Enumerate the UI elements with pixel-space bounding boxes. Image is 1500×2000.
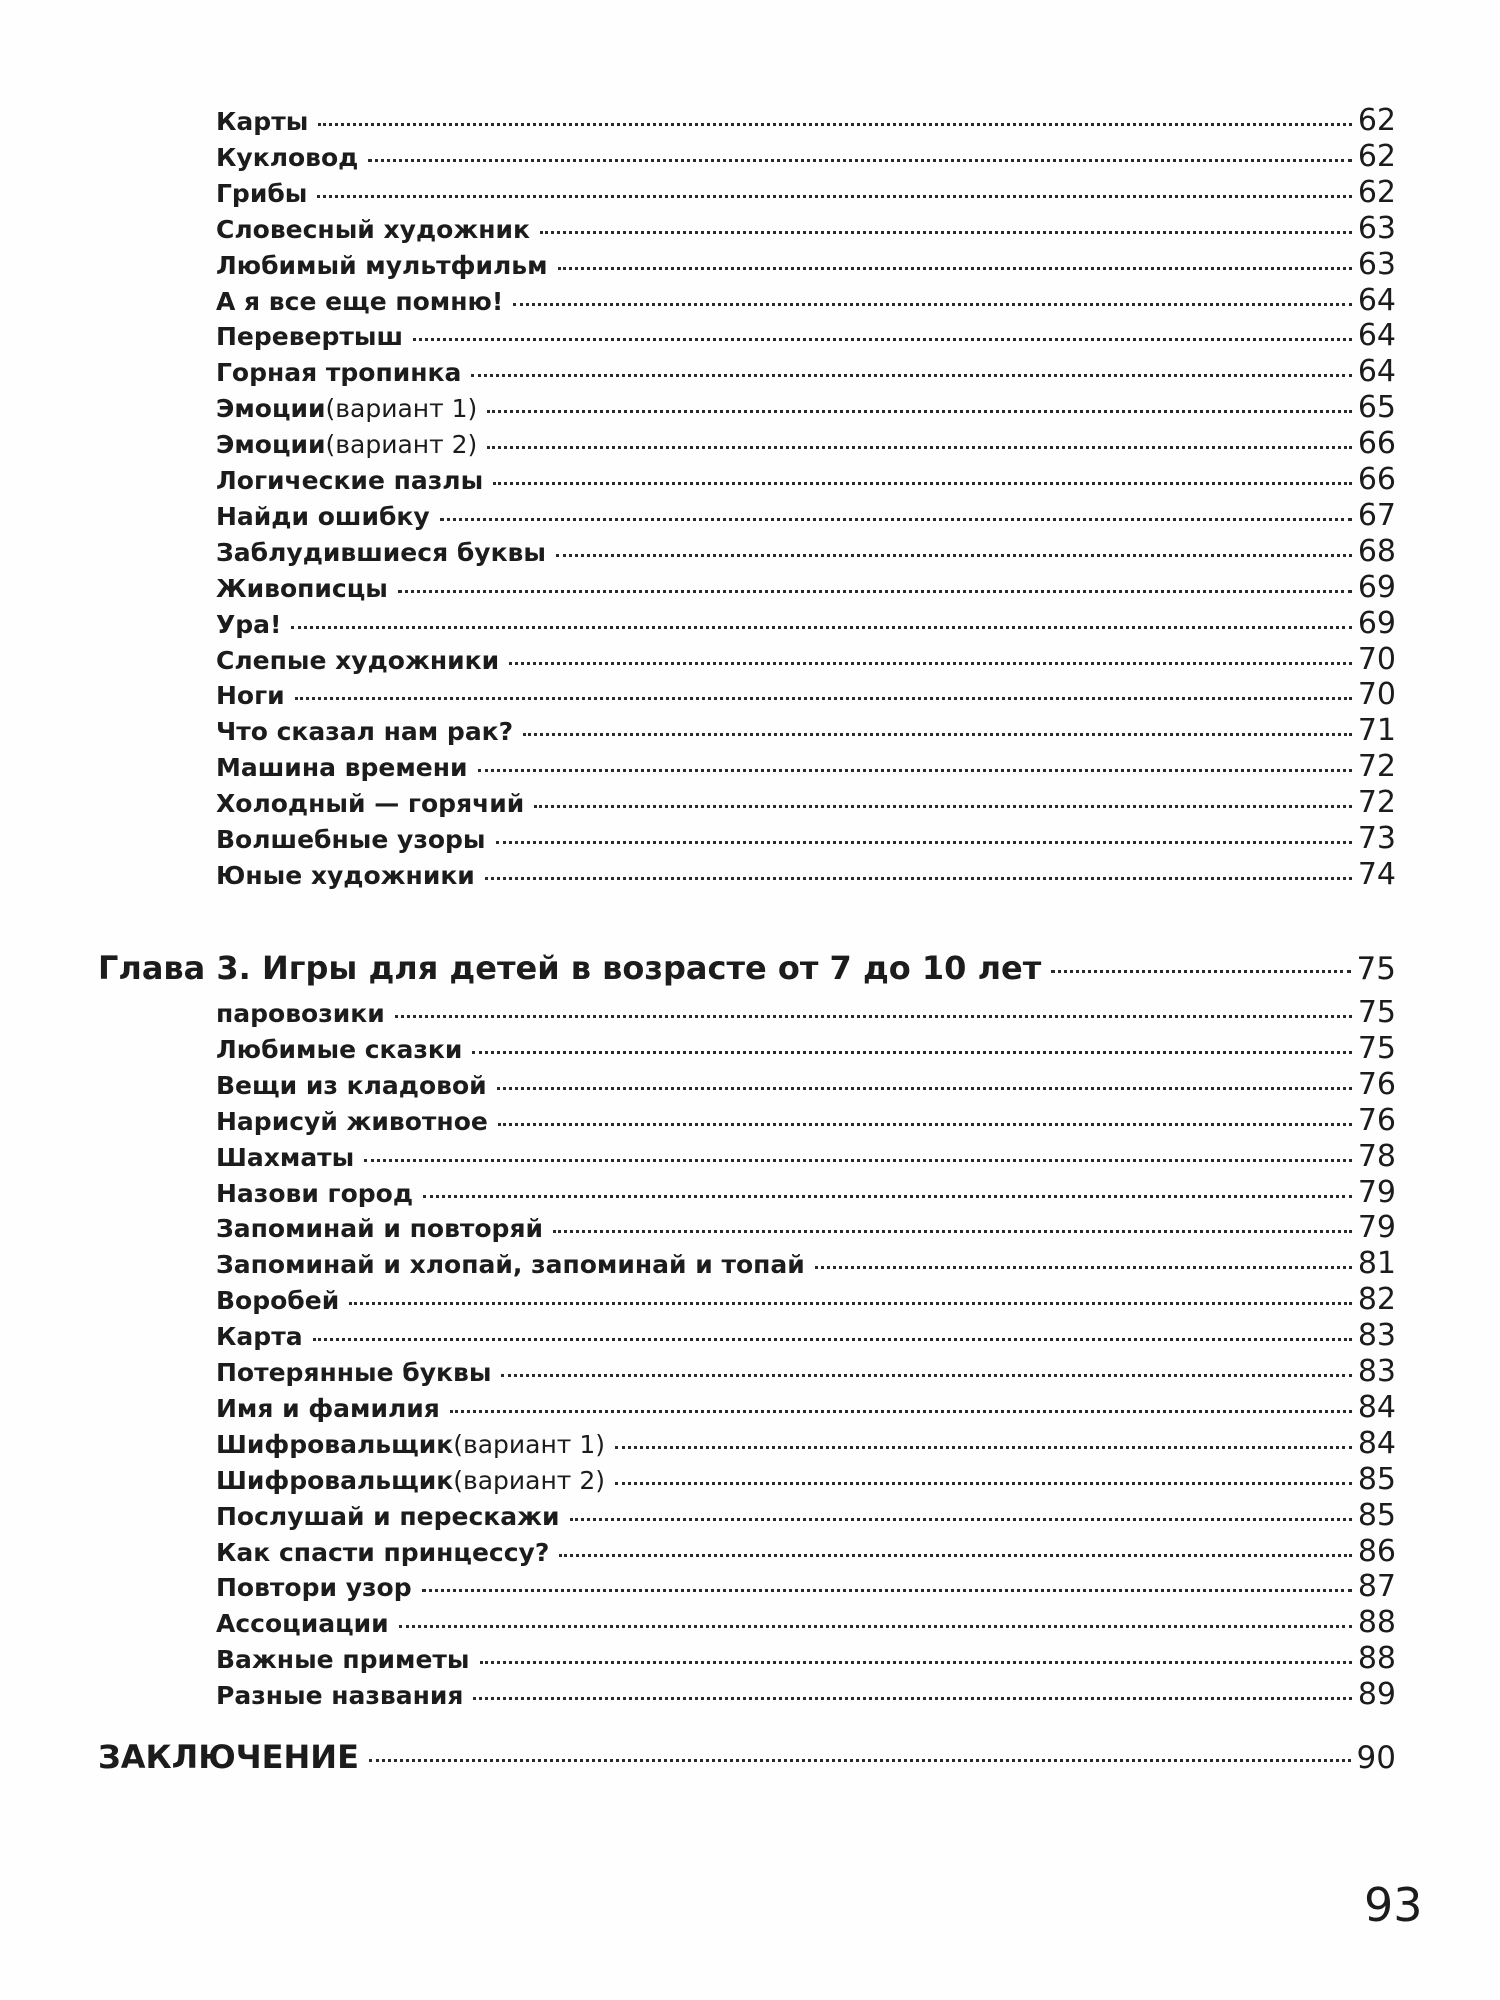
- dot-leader: [497, 1087, 1352, 1090]
- toc-entry: [216, 211, 1396, 247]
- toc-entry-variant: (вариант 2): [453, 1465, 605, 1495]
- dot-leader: [513, 303, 1352, 306]
- toc-entry: [216, 139, 1396, 175]
- dot-leader: [478, 769, 1352, 772]
- toc-entry-title: Разные названия: [216, 1681, 464, 1711]
- dot-leader: [501, 1374, 1351, 1377]
- dot-leader: [615, 1446, 1352, 1449]
- toc-entry-title: Грибы: [216, 178, 308, 208]
- toc-entry: [216, 247, 1396, 283]
- dot-leader: [399, 1625, 1352, 1628]
- toc-entry-title: Найди ошибку: [216, 501, 430, 531]
- toc-entry-page: 67: [1357, 497, 1396, 533]
- toc-entry-page: 87: [1357, 1569, 1396, 1605]
- toc-entry-page: 79: [1357, 1174, 1396, 1210]
- toc-entry: [216, 606, 1396, 642]
- toc-entry-title: паровозики: [216, 999, 385, 1028]
- toc-entry: [216, 283, 1396, 319]
- toc-entry: [216, 1605, 1396, 1641]
- toc-entry-page: 81: [1357, 1246, 1396, 1282]
- toc-entry-page: 83: [1357, 1318, 1396, 1354]
- dot-leader: [556, 554, 1352, 557]
- toc-entry: [216, 749, 1396, 785]
- dot-leader: [553, 1230, 1352, 1233]
- dot-leader: [487, 410, 1352, 413]
- toc-entry: [216, 857, 1396, 893]
- toc-entry: [216, 677, 1396, 713]
- toc-entry-title: Любимый мультфильм: [216, 250, 548, 280]
- dot-leader: [523, 733, 1352, 736]
- toc-entry-title: Воробей: [216, 1286, 340, 1316]
- dot-leader: [558, 267, 1352, 270]
- dot-leader: [1051, 970, 1350, 973]
- dot-leader: [349, 1302, 1352, 1305]
- dot-leader: [509, 662, 1352, 665]
- toc-entry-page: 70: [1357, 677, 1396, 713]
- toc-entry-page: 64: [1357, 282, 1396, 318]
- toc-entry-title: Карта: [216, 1322, 303, 1352]
- toc-entry: [216, 1246, 1396, 1282]
- toc-entry-title: Юные художники: [216, 860, 475, 890]
- toc-entry-page: 86: [1357, 1533, 1396, 1569]
- toc-entry-title: Нарисуй животное: [216, 1106, 488, 1136]
- dot-leader: [473, 1697, 1351, 1700]
- toc-entry-title: Запоминай и повторяй: [216, 1214, 544, 1244]
- toc-entry-variant: (вариант 1): [453, 1429, 605, 1459]
- toc-entry: [216, 318, 1396, 354]
- toc-entry: [216, 1677, 1396, 1713]
- toc-entry-title: Запоминай и хлопай, запоминай и топай: [216, 1250, 805, 1280]
- toc-entry-title: Словесный художник: [216, 214, 530, 244]
- toc-entry-title: Перевертыш: [216, 322, 404, 352]
- toc-entry: [216, 175, 1396, 211]
- toc-entry-title: Горная тропинка: [216, 358, 462, 388]
- toc-entry-page: 69: [1357, 569, 1396, 605]
- toc-entry: [216, 1139, 1396, 1175]
- toc-entry: [216, 390, 1396, 426]
- dot-leader: [815, 1266, 1352, 1269]
- toc-entry-page: 75: [1357, 995, 1396, 1030]
- dot-leader: [317, 195, 1351, 198]
- toc-entry-page: 68: [1357, 533, 1396, 569]
- toc-entry: [216, 1426, 1396, 1462]
- toc-entry-page: 83: [1357, 1354, 1396, 1389]
- toc-entry: [216, 1354, 1396, 1390]
- toc-entry-title: Ноги: [216, 681, 285, 711]
- toc-entry-title: Карты: [216, 107, 309, 136]
- toc-entry-title: Машина времени: [216, 753, 468, 783]
- toc-conclusion-page: 90: [1356, 1740, 1396, 1776]
- toc-entry-title: Имя и фамилия: [216, 1393, 440, 1423]
- toc-entry-page: 85: [1357, 1497, 1396, 1533]
- dot-leader: [570, 1518, 1352, 1521]
- toc-entry-page: 74: [1357, 856, 1396, 892]
- toc-entry-title: Шифровальщик: [216, 1465, 454, 1495]
- toc-entry-page: 62: [1357, 103, 1396, 138]
- toc-entry: [216, 1641, 1396, 1677]
- toc-entry-page: 88: [1357, 1641, 1396, 1677]
- toc-entry-page: 84: [1357, 1389, 1396, 1425]
- toc-entry-title: Логические пазлы: [216, 466, 484, 495]
- toc-entry-title: Шахматы: [216, 1142, 355, 1172]
- dot-leader: [318, 123, 1352, 126]
- toc-entry-title: Слепые художники: [216, 645, 500, 675]
- toc-entry-title: Важные приметы: [216, 1645, 470, 1675]
- toc-entry-page: 72: [1357, 785, 1396, 821]
- toc-entry-title: Назови город: [216, 1178, 414, 1208]
- toc-entry-page: 73: [1357, 821, 1396, 856]
- dot-leader: [368, 159, 1351, 162]
- toc-entry-page: 75: [1357, 1030, 1396, 1066]
- toc-entry: [216, 1498, 1396, 1534]
- toc-entry: [216, 498, 1396, 534]
- dot-leader: [291, 626, 1351, 629]
- dot-leader: [534, 805, 1351, 808]
- toc-entry-page: 78: [1357, 1138, 1396, 1174]
- page-number: 93: [1364, 1878, 1423, 1932]
- toc-entry-page: 70: [1357, 641, 1396, 677]
- toc-entry-page: 62: [1357, 174, 1396, 210]
- toc-entry-page: 65: [1357, 390, 1396, 426]
- toc-entry: [216, 1569, 1396, 1605]
- toc-entry: [216, 1462, 1396, 1498]
- toc-entry: [216, 713, 1396, 749]
- dot-leader: [480, 1661, 1352, 1664]
- toc-chapter-page: 75: [1356, 951, 1396, 987]
- toc-entry: [216, 785, 1396, 821]
- toc-entry-title: Вещи из кладовой: [216, 1070, 487, 1100]
- toc-entry-page: 79: [1357, 1210, 1396, 1246]
- toc-entry: [216, 995, 1396, 1031]
- toc-entry-title: Шифровальщик: [216, 1429, 454, 1459]
- toc-entry: [216, 1318, 1396, 1354]
- toc-entry-page: 71: [1357, 713, 1396, 749]
- toc-entry: [216, 642, 1396, 678]
- toc-entry-title: Ура!: [216, 609, 282, 639]
- toc-entry-page: 66: [1357, 462, 1396, 497]
- toc-entry: [216, 534, 1396, 570]
- toc-entry: [216, 821, 1396, 857]
- toc-entry: [216, 1031, 1396, 1067]
- dot-leader: [413, 338, 1352, 341]
- toc-entry-page: 64: [1357, 318, 1396, 354]
- toc-entry: [216, 103, 1396, 139]
- toc-entry-page: 62: [1357, 138, 1396, 174]
- toc-entry-page: 69: [1357, 605, 1396, 641]
- dot-leader: [450, 1410, 1352, 1413]
- toc-entry-title: Живописцы: [216, 573, 388, 603]
- toc-entry: [216, 1210, 1396, 1246]
- toc-entry: [216, 426, 1396, 462]
- dot-leader: [540, 231, 1352, 234]
- toc-entry-title: Заблудившиеся буквы: [216, 537, 546, 567]
- toc-entry-page: 64: [1357, 354, 1396, 390]
- toc-entry-title: Эмоции: [216, 394, 326, 424]
- dot-leader: [615, 1482, 1352, 1485]
- toc-conclusion: [98, 1738, 1396, 1782]
- dot-leader: [395, 1015, 1352, 1018]
- toc-entry: [216, 1175, 1396, 1211]
- toc-entry-title: Волшебные узоры: [216, 825, 486, 854]
- toc-entry-title: Холодный — горячий: [216, 789, 525, 819]
- toc-entry-page: 88: [1357, 1605, 1396, 1641]
- toc-entry-title: Ассоциации: [216, 1609, 389, 1639]
- toc-entry: [216, 1103, 1396, 1139]
- toc-entry-title: Как спасти принцессу?: [216, 1537, 550, 1567]
- dot-leader: [498, 1123, 1352, 1126]
- dot-leader: [423, 1195, 1352, 1198]
- dot-leader: [493, 482, 1352, 485]
- toc-chapter-3: [98, 949, 1396, 993]
- toc-entry-page: 76: [1357, 1102, 1396, 1138]
- toc-conclusion-title: ЗАКЛЮЧЕНИЕ: [98, 1738, 359, 1776]
- dot-leader: [422, 1589, 1352, 1592]
- toc-entry-page: 84: [1357, 1425, 1396, 1461]
- dot-leader: [496, 841, 1352, 844]
- toc-entry-title: Послушай и перескажи: [216, 1501, 560, 1531]
- toc-entry-variant: (вариант 1): [325, 394, 478, 424]
- dot-leader: [295, 697, 1352, 700]
- toc-entry: [216, 462, 1396, 498]
- toc-entry-page: 85: [1357, 1461, 1396, 1497]
- toc-chapter-title: Глава 3. Игры для детей в возрасте от 7 до 10 лет: [98, 949, 1042, 987]
- toc-entry-page: 89: [1357, 1677, 1396, 1713]
- dot-leader: [313, 1338, 1352, 1341]
- toc-entry-page: 76: [1357, 1066, 1396, 1102]
- toc-entry-page: 82: [1357, 1282, 1396, 1318]
- toc-entry-page: 63: [1357, 246, 1396, 282]
- toc-entry-title: Любимые сказки: [216, 1034, 463, 1064]
- toc-entry-title: Повтори узор: [216, 1573, 412, 1603]
- dot-leader: [472, 1051, 1351, 1054]
- toc-entry-title: Потерянные буквы: [216, 1358, 492, 1387]
- dot-leader: [471, 374, 1351, 377]
- dot-leader: [559, 1554, 1351, 1557]
- toc-entry: [216, 1067, 1396, 1103]
- dot-leader: [485, 877, 1352, 880]
- dot-leader: [487, 446, 1352, 449]
- toc-entry-page: 63: [1357, 210, 1396, 246]
- toc-entry: [216, 354, 1396, 390]
- toc-entry-title: А я все еще помню!: [216, 286, 504, 316]
- toc-entry-page: 66: [1357, 426, 1396, 462]
- toc-entry: [216, 1282, 1396, 1318]
- toc-entry: [216, 1534, 1396, 1570]
- toc-entry-title: Эмоции: [216, 430, 326, 460]
- toc-entry-page: 72: [1357, 749, 1396, 785]
- dot-leader: [440, 518, 1352, 521]
- dot-leader: [369, 1759, 1351, 1762]
- toc-entry-title: Что сказал нам рак?: [216, 717, 514, 747]
- toc-entry-title: Кукловод: [216, 142, 359, 172]
- toc-entry: [216, 1390, 1396, 1426]
- toc-entry: [216, 570, 1396, 606]
- dot-leader: [398, 590, 1352, 593]
- toc-entry-variant: (вариант 2): [325, 430, 478, 460]
- dot-leader: [364, 1159, 1352, 1162]
